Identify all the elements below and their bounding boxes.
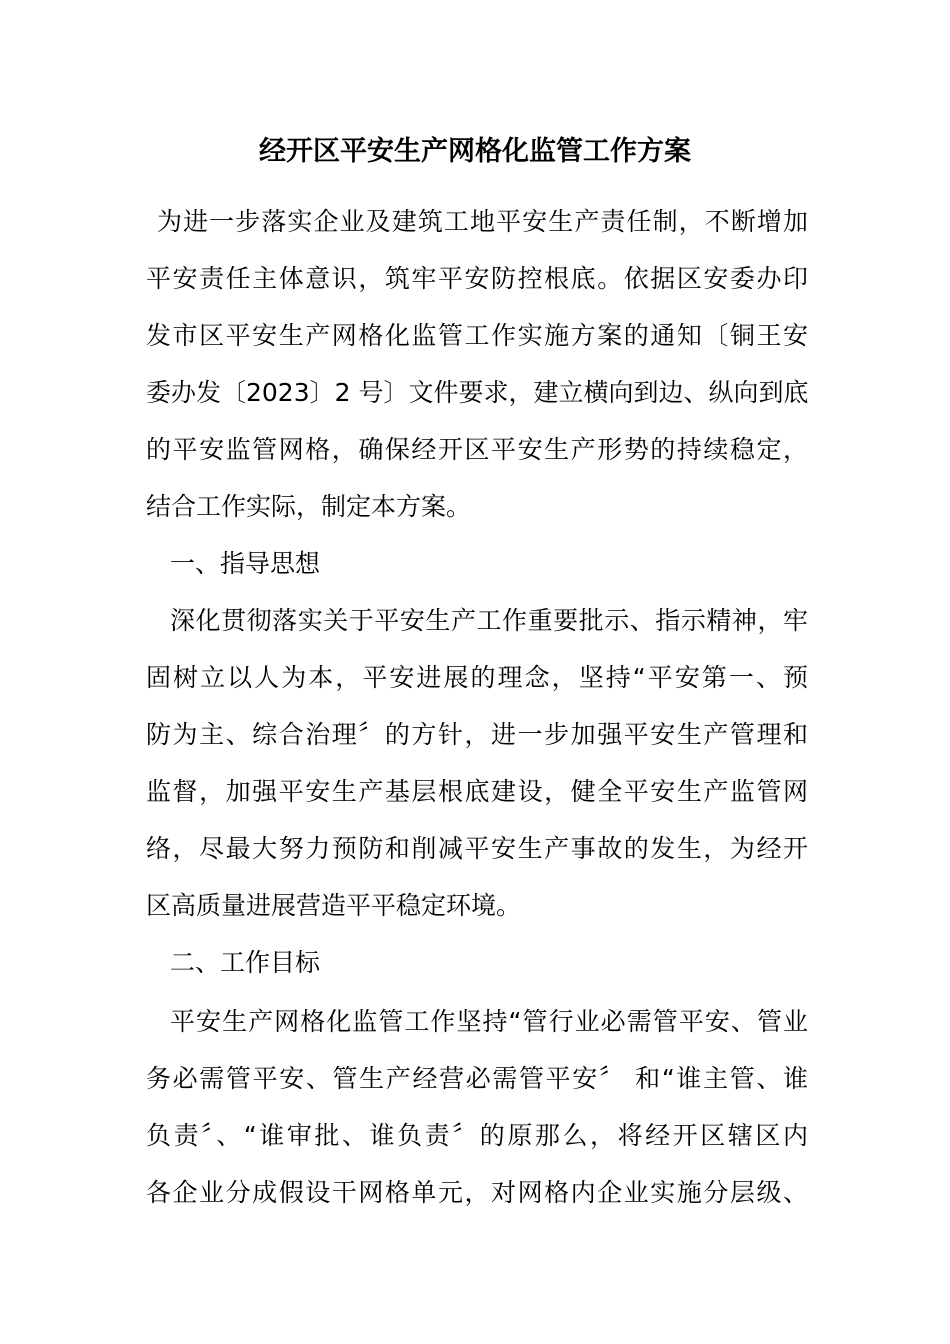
section-heading: 二、工作目标 <box>170 948 321 977</box>
paragraph-line: 的平安监管网格，确保经开区平安生产形势的持续稳定， <box>146 435 808 464</box>
paragraph-line: 深化贯彻落实关于平安生产工作重要批示、指示精神，牢 <box>170 606 808 635</box>
paragraph-line: 发市区平安生产网格化监管工作实施方案的通知〔铜王安 <box>146 321 808 350</box>
paragraph-line: 区高质量进展营造平平稳定环境。 <box>146 891 522 920</box>
paragraph-line: 防为主、综合治理〞的方针，进一步加强平安生产管理和 <box>146 720 808 749</box>
paragraph-line: 负责〞、“谁审批、谁负责〞的原那么，将经开区辖区内 <box>146 1121 808 1150</box>
paragraph-line: 络，尽最大努力预防和削减平安生产事故的发生，为经开 <box>146 834 808 863</box>
paragraph-line: 各企业分成假设干网格单元，对网格内企业实施分层级、 <box>146 1178 808 1207</box>
paragraph-line: 平安责任主体意识，筑牢平安防控根底。依据区安委办印 <box>146 264 808 293</box>
paragraph-line: 平安生产网格化监管工作坚持“管行业必需管平安、管业 <box>170 1007 808 1036</box>
paragraph-line: 结合工作实际，制定本方案。 <box>146 492 472 521</box>
paragraph-line: 为进一步落实企业及建筑工地平安生产责任制，不断增加 <box>157 207 808 236</box>
paragraph-line: 务必需管平安、管生产经营必需管平安〞 和“谁主管、谁 <box>146 1064 808 1093</box>
paragraph-line: 监督，加强平安生产基层根底建设，健全平安生产监管网 <box>146 777 808 806</box>
paragraph-line: 委办发〔2023〕2 号〕文件要求，建立横向到边、纵向到底 <box>146 378 808 407</box>
paragraph-line: 固树立以人为本，平安进展的理念，坚持“平安第一、预 <box>146 663 808 692</box>
section-heading: 一、指导思想 <box>170 549 321 578</box>
document-title: 经开区平安生产网格化监管工作方案 <box>259 136 691 167</box>
